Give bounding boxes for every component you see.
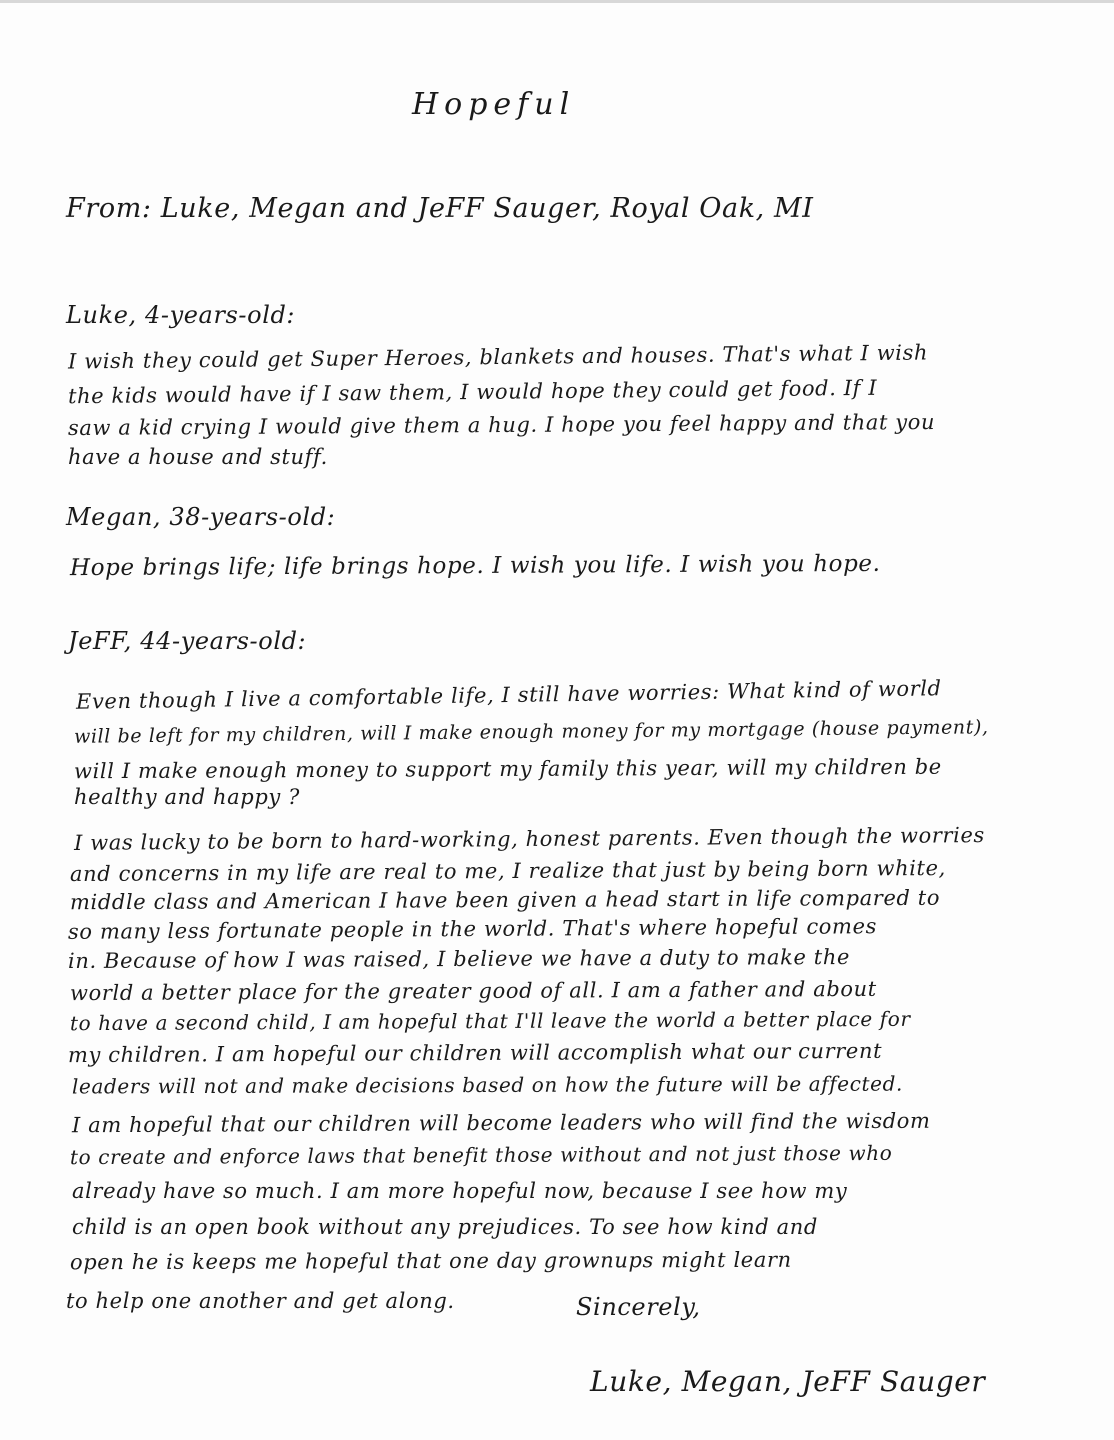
jeff-line: middle class and American I have been given a head start in life compared to	[69, 885, 941, 915]
jeff-line: already have so much. I am more hopeful now, because I see how my	[72, 1179, 848, 1203]
luke-line: the kids would have if I saw them, I would hope they could get food. If I	[67, 375, 878, 409]
jeff-line: child is an open book without any prejudices. To see how kind and	[72, 1215, 818, 1239]
luke-line: saw a kid crying I would give them a hug. I hope you feel happy and that you	[67, 409, 936, 441]
megan-line: Hope brings life; life brings hope. I wish you life. I wish you hope.	[69, 550, 881, 582]
jeff-line: my children. I am hopeful our children will accomplish what our current	[67, 1038, 883, 1068]
jeff-line: so many less fortunate people in the world. That's where hopeful comes	[67, 914, 878, 944]
luke-line: I wish they could get Super Heroes, blankets and houses. That's what I wish	[67, 340, 929, 374]
jeff-line: to have a second child, I am hopeful that I'll leave the world a better place for	[69, 1006, 911, 1036]
jeff-line: I am hopeful that our children will become leaders who will find the wisdom	[71, 1108, 931, 1138]
signature: Luke, Megan, JeFF Sauger	[590, 1365, 986, 1398]
jeff-line: and concerns in my life are real to me, I realize that just by being born white,	[69, 855, 946, 887]
jeff-line: Even though I live a comfortable life, I still have worries: What kind of world	[75, 676, 942, 714]
jeff-line: world a better place for the greater good of all. I am a father and about	[69, 976, 877, 1006]
jeff-line: will be left for my children, will I make enough money for my mortgage (house payment),	[73, 716, 989, 748]
jeff-line: to create and enforce laws that benefit those without and not just those who	[69, 1140, 893, 1170]
megan-heading: Megan, 38-years-old:	[66, 503, 336, 531]
luke-line: have a house and stuff.	[68, 445, 328, 469]
letter-title: Hopeful	[412, 87, 576, 122]
jeff-line: healthy and happy ?	[74, 785, 300, 809]
from-line: From: Luke, Megan and JeFF Sauger, Royal Oak, MI	[66, 193, 814, 224]
jeff-line: will I make enough money to support my family this year, will my children be	[73, 754, 942, 784]
closing: Sincerely,	[576, 1293, 701, 1321]
jeff-line: to help one another and get along.	[66, 1289, 455, 1313]
jeff-heading: JeFF, 44-years-old:	[68, 627, 307, 655]
jeff-line: open he is keeps me hopeful that one day grownups might learn	[69, 1247, 792, 1275]
luke-heading: Luke, 4-years-old:	[66, 301, 296, 329]
jeff-line: in. Because of how I was raised, I believe we have a duty to make the	[67, 944, 851, 974]
jeff-line: leaders will not and make decisions based on how the future will be affected.	[71, 1071, 904, 1099]
jeff-line: I was lucky to be born to hard-working, honest parents. Even though the worries	[73, 823, 985, 855]
